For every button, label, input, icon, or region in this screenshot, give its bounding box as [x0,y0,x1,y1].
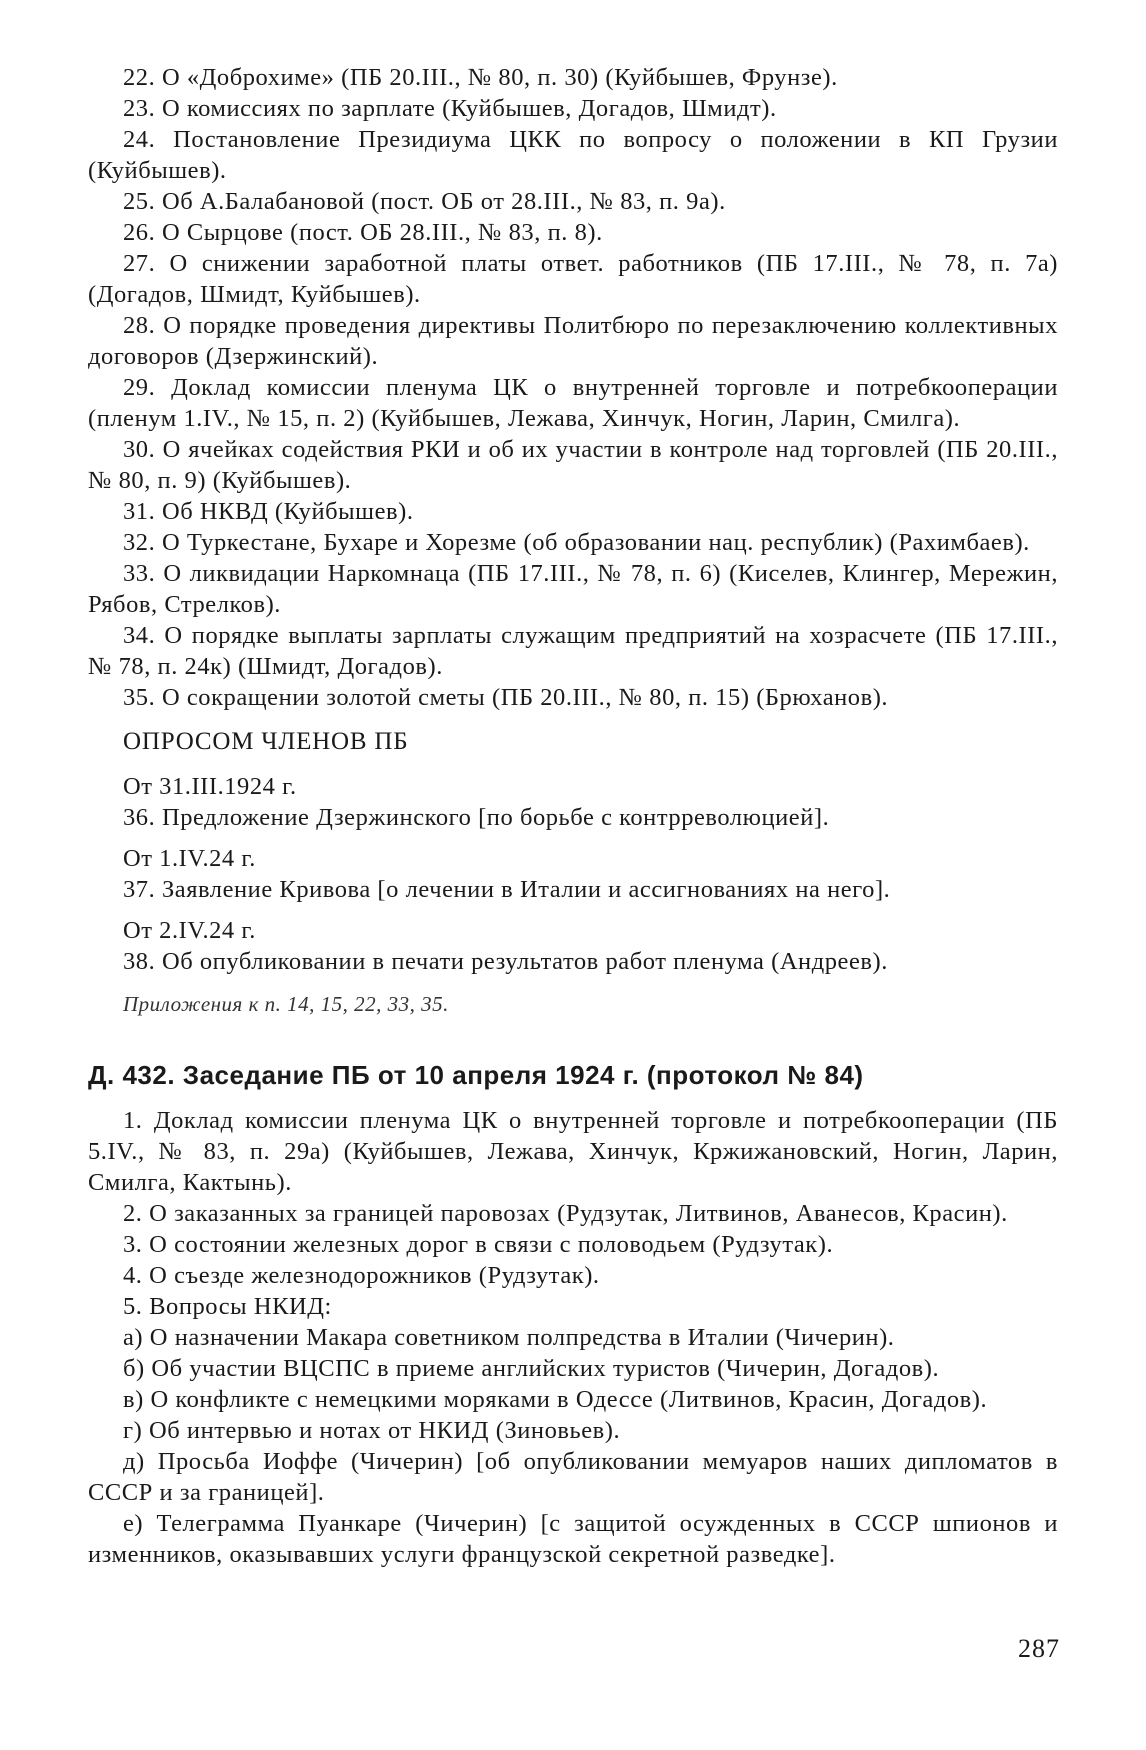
document-page [88,62,1058,1570]
agenda-item-35: 35. О сокращении золотой сметы (ПБ 20.III., № 80, п. 15) (Брюханов). [123,684,889,711]
doc432-item-3: 3. О состоянии железных дорог в связи с половодьем (Рудзутак). [123,1231,834,1258]
agenda-item-32: 32. О Туркестане, Бухаре и Хорезме (об образовании нац. республик) (Рахимбаев). [123,529,1030,556]
agenda-item-38: 38. Об опубликовании в печати результатов работ пленума (Андреев). [123,948,888,975]
poll-date-1: От 31.III.1924 г. [123,773,297,800]
poll-section-title: ОПРОСОМ ЧЛЕНОВ ПБ [123,728,409,755]
doc432-subitem-v: в) О конфликте с немецкими моряками в Одессе (Литвинов, Красин, Догадов). [123,1386,988,1413]
agenda-item-27: 27. О снижении заработной платы ответ. работников (ПБ 17.III., № 78, п. 7а) (Догадов, Шмидт, Куйбышев). [88,250,1058,308]
doc432-item-5: 5. Вопросы НКИД: [123,1293,332,1320]
doc432-subitem-g: г) Об интервью и нотах от НКИД (Зиновьев). [123,1417,621,1444]
agenda-item-26: 26. О Сырцове (пост. ОБ 28.III., № 83, п. 8). [123,219,603,246]
agenda-item-31: 31. Об НКВД (Куйбышев). [123,498,414,525]
agenda-item-37: 37. Заявление Кривова [о лечении в Италии и ассигнованиях на него]. [123,876,891,903]
doc432-subitem-a: а) О назначении Макара советником полпредства в Италии (Чичерин). [123,1324,895,1351]
doc432-item-1: 1. Доклад комиссии пленума ЦК о внутренней торговле и потребкооперации (ПБ 5.IV., № 83, п. 29а) (Куйбышев, Лежава, Хинчук, Кржижановский, Ногин, Ларин, Смилга, Кактынь). [88,1107,1058,1196]
doc432-item-2: 2. О заказанных за границей паровозах (Рудзутак, Литвинов, Аванесов, Красин). [123,1200,1008,1227]
doc432-subitem-b: б) Об участии ВЦСПС в приеме английских туристов (Чичерин, Догадов). [123,1355,940,1382]
agenda-item-23: 23. О комиссиях по зарплате (Куйбышев, Догадов, Шмидт). [123,95,777,122]
page-number: 287 [1018,1634,1060,1663]
doc432-subitem-d: д) Просьба Иоффе (Чичерин) [об опубликовании мемуаров наших дипломатов в СССР и за границей]. [88,1448,1058,1506]
agenda-item-24: 24. Постановление Президиума ЦКК по вопросу о положении в КП Грузии (Куйбышев). [88,126,1058,184]
appendix-note: Приложения к п. 14, 15, 22, 33, 35. [123,992,449,1016]
agenda-item-30: 30. О ячейках содействия РКИ и об их участии в контроле над торговлей (ПБ 20.III., № 80, п. 9) (Куйбышев). [88,436,1058,494]
poll-date-3: От 2.IV.24 г. [123,917,256,944]
agenda-item-33: 33. О ликвидации Наркомнаца (ПБ 17.III., № 78, п. 6) (Киселев, Клингер, Мережин, Рябов, Стрелков). [88,560,1058,618]
agenda-item-22: 22. О «Доброхиме» (ПБ 20.III., № 80, п. 30) (Куйбышев, Фрунзе). [123,64,838,91]
agenda-item-29: 29. Доклад комиссии пленума ЦК о внутренней торговле и потребкооперации (пленум 1.IV., № 15, п. 2) (Куйбышев, Лежава, Хинчук, Ногин, Ларин, Смилга). [88,374,1058,432]
document-432-heading: Д. 432. Заседание ПБ от 10 апреля 1924 г. (протокол № 84) [88,1060,864,1090]
agenda-item-34: 34. О порядке выплаты зарплаты служащим предприятий на хозрасчете (ПБ 17.III., № 78, п. 24к) (Шмидт, Догадов). [88,622,1058,680]
poll-date-2: От 1.IV.24 г. [123,845,256,872]
doc432-subitem-e: е) Телеграмма Пуанкаре (Чичерин) [с защитой осужденных в СССР шпионов и изменников, оказывавших услуги французской секретной разведке]. [88,1510,1058,1568]
agenda-item-36: 36. Предложение Дзержинского [по борьбе с контрреволюцией]. [123,804,830,831]
agenda-item-28: 28. О порядке проведения директивы Политбюро по перезаключению коллективных договоров (Дзержинский). [88,312,1058,370]
doc432-item-4: 4. О съезде железнодорожников (Рудзутак). [123,1262,600,1289]
agenda-item-25: 25. Об А.Балабановой (пост. ОБ от 28.III., № 83, п. 9а). [123,188,726,215]
